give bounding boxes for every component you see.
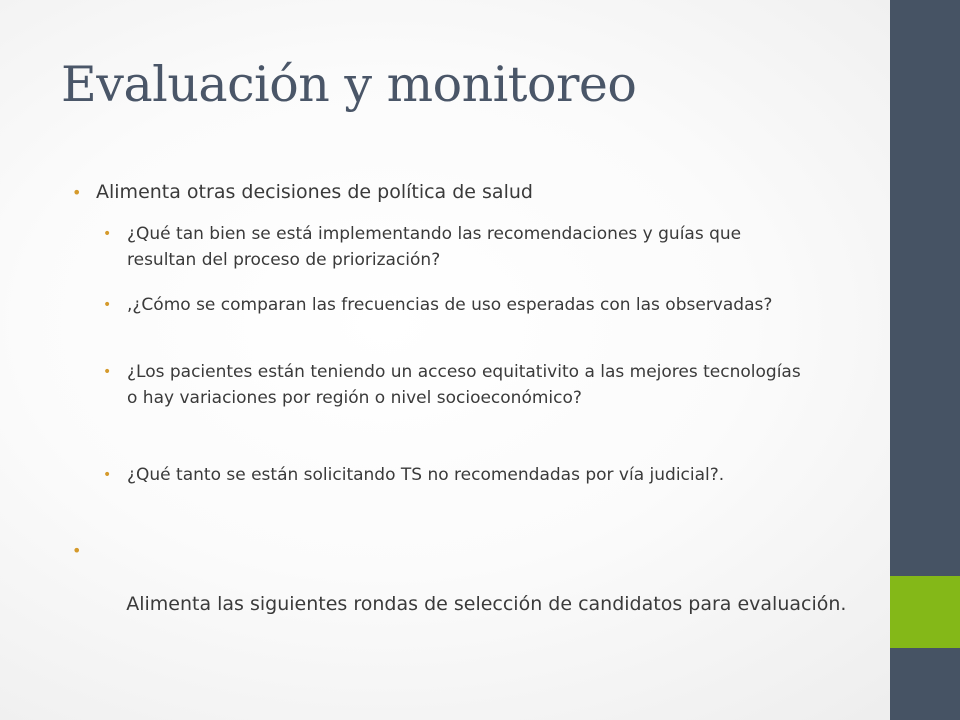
bullet-text: Alimenta las siguientes rondas de selección de candidatos para evaluación. [120, 593, 847, 615]
bullet-dot-icon: • [103, 297, 112, 313]
bullet-text: Alimenta otras decisiones de política de salud [96, 181, 533, 203]
sub-bullet-item [103, 292, 807, 318]
bullet-item [72, 537, 856, 645]
bullet-dot-icon: • [72, 541, 82, 560]
bullet-dot-icon: • [103, 226, 112, 242]
bullet-dot-icon: • [72, 183, 82, 202]
sub-bullet-item [103, 221, 807, 273]
sub-bullet-item [103, 462, 807, 488]
sub-bullet-text: ¿Qué tanto se están solicitando TS no recomendadas por vía judicial?. [127, 465, 725, 485]
bullet-dot-icon: • [103, 364, 112, 380]
bullet-item [72, 179, 856, 206]
sub-bullet-text: ¿Qué tan bien se está implementando las recomendaciones y guías que resultan del proceso de priorización? [127, 224, 742, 270]
sub-bullet-text: ¿Los pacientes están teniendo un acceso equitativito a las mejores tecnologías o hay variaciones por región o nivel socioeconómico? [127, 362, 801, 408]
slide-title: Evaluación y monitoreo [61, 56, 637, 113]
bullet-dot-icon: • [103, 467, 112, 483]
sub-bullet-text: ,¿Cómo se comparan las frecuencias de uso esperadas con las observadas? [127, 295, 773, 315]
sub-bullet-item [103, 359, 807, 411]
side-accent-block [890, 576, 960, 648]
